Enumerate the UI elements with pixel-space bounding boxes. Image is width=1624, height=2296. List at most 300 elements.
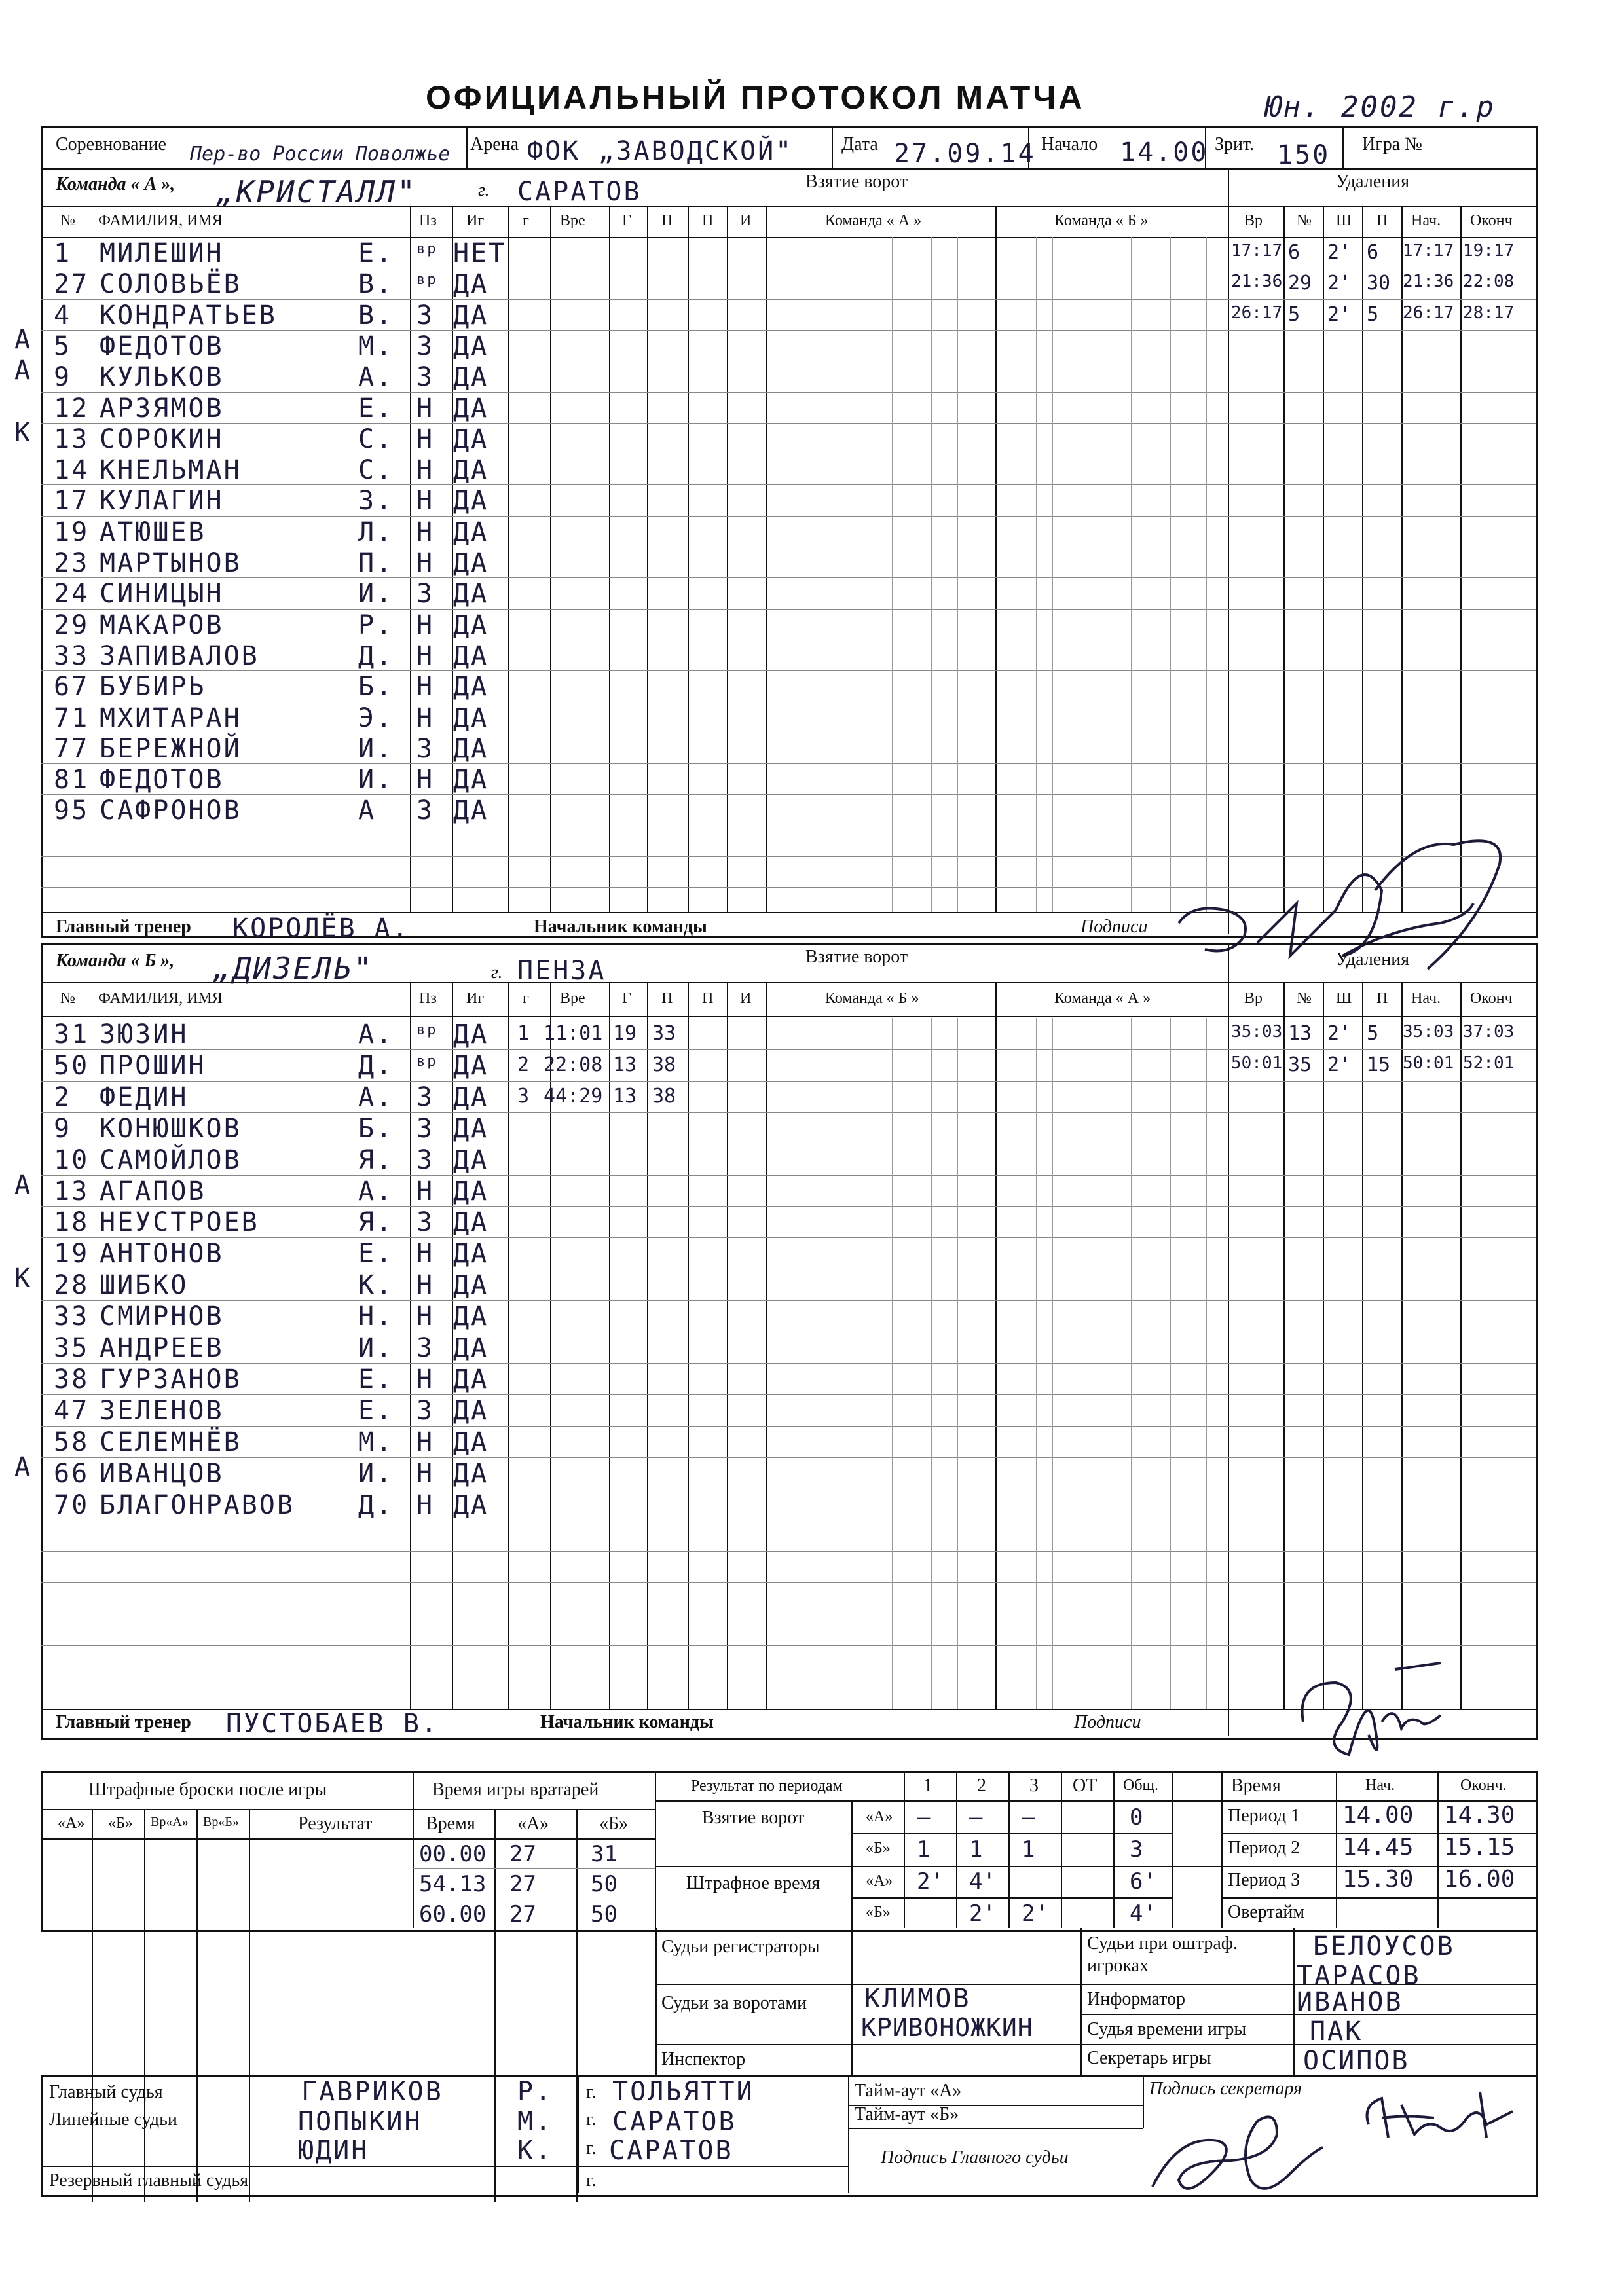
team-a-player-number: 19 [54, 517, 90, 547]
team-a-player-played: ДА [453, 548, 489, 578]
col-pen-time: Вр [1244, 212, 1263, 229]
team-a-player-surname: КУЛАГИН [100, 486, 224, 517]
team-b-player-position: З [416, 1144, 435, 1175]
team-b-player-played: ДА [453, 1144, 489, 1175]
team-a-player-number: 33 [54, 640, 90, 671]
col-goal-time: Вре [560, 212, 585, 229]
team-b-player-surname: АНТОНОВ [100, 1239, 224, 1269]
period-penalty-a-cell: 2' [917, 1868, 944, 1895]
team-b-player-initial: Я. [358, 1207, 394, 1238]
team-b-city-prefix: г. [491, 962, 503, 983]
col-pen-min-b: Ш [1336, 990, 1352, 1007]
team-a-player-position: З [416, 795, 435, 826]
period-goals-a-cell: — [969, 1804, 983, 1831]
team-b-coach-label: Главный тренер [56, 1712, 191, 1732]
goal-judges-label: Судьи за воротами [661, 1993, 807, 2013]
team-b-player-surname: АНДРЕЕВ [100, 1333, 224, 1363]
team-a-penalty-start: 26:17 [1403, 302, 1454, 323]
period-time-label: Период 2 [1228, 1838, 1301, 1858]
team-b-penalty-player: 13 [1288, 1022, 1312, 1045]
team-b-signatures-label: Подписи [1074, 1712, 1141, 1732]
col-pen-start-b: Нач. [1411, 990, 1441, 1007]
team-a-roster [41, 237, 1536, 912]
team-b-penalty-player: 35 [1288, 1053, 1312, 1076]
team-a-role-marks [0, 237, 41, 912]
team-a-player-number: 29 [54, 610, 90, 640]
team-a-player-played: ДА [453, 424, 489, 454]
line-referee-1-city-prefix: г. [586, 2109, 597, 2130]
timeout-b-label: Тайм-аут «Б» [855, 2104, 959, 2124]
team-a-player-played: ДА [453, 517, 489, 547]
team-b-player-number: 38 [54, 1364, 90, 1394]
team-b-goal-number: 2 [517, 1053, 530, 1076]
team-a-player-surname: КНЕЛЬМАН [100, 455, 242, 486]
team-a-player-surname: МИЛЕШИН [100, 238, 224, 268]
period-col-ot: ОТ [1073, 1776, 1098, 1796]
team-a-player-surname: ФЕДОТОВ [100, 331, 224, 361]
team-b-player-initial: К. [358, 1270, 394, 1301]
team-b-player-surname: АГАПОВ [100, 1176, 206, 1207]
team-b-player-surname: ПРОШИН [100, 1050, 206, 1081]
team-a-coach: КОРОЛЁВ А. [232, 913, 410, 943]
goalie-b-value: 50 [591, 1901, 618, 1927]
shootout-col-b: «Б» [108, 1815, 133, 1832]
team-b-player-played: ДА [453, 1458, 489, 1489]
team-a-player-played: ДА [453, 702, 489, 733]
col-pen-served: П [1376, 212, 1388, 229]
team-a-player-number: 4 [54, 300, 72, 331]
team-b-player-played: ДА [453, 1427, 489, 1457]
team-a-player-played: ДА [453, 795, 489, 826]
timekeeper-label: Судья времени игры [1087, 2019, 1247, 2039]
team-b-player-position: вр [416, 1022, 438, 1038]
team-b-player-surname: БЛАГОНРАВОВ [100, 1489, 295, 1520]
team-a-city: САРАТОВ [517, 177, 642, 207]
team-b-penalty-served: 5 [1367, 1022, 1379, 1045]
line-referee-2-city-prefix: г. [586, 2138, 597, 2159]
team-b-player-played: ДА [453, 1082, 489, 1112]
team-a-player-number: 71 [54, 702, 90, 733]
team-a-player-position: З [416, 733, 435, 764]
goalie-a-value: 27 [509, 1841, 536, 1867]
team-b-penalty-start: 35:03 [1403, 1022, 1454, 1042]
team-b-player-played: ДА [453, 1239, 489, 1269]
team-b-goal-scorer: 19 [613, 1022, 637, 1045]
team-a-player-initial: Е. [358, 238, 394, 268]
team-a-player-initial: В. [358, 269, 394, 300]
col-pen-end: Оконч [1470, 212, 1513, 229]
team-a-player-initial: З. [358, 486, 394, 517]
period-time-start: 15.30 [1342, 1866, 1414, 1893]
team-b-player-initial: Е. [358, 1239, 394, 1269]
col-name-b: ФАМИЛИЯ, ИМЯ [98, 990, 223, 1007]
team-b-name: „ДИЗЕЛЬ" [213, 951, 374, 986]
team-a-player-initial: Б. [358, 672, 394, 702]
team-a-player-played: ДА [453, 733, 489, 764]
periods-pen-team-b: «Б» [866, 1904, 891, 1921]
team-a-player-number: 24 [54, 579, 90, 610]
team-b-city: ПЕНЗА [517, 956, 606, 986]
team-a-player-surname: СИНИЦЫН [100, 579, 224, 610]
team-a-player-surname: ЗАПИВАЛОВ [100, 640, 259, 671]
goal-judge-2: КРИВОНОЖКИН [861, 2013, 1033, 2042]
registrar-label: Судьи регистраторы [661, 1937, 820, 1957]
team-b-player-position: З [416, 1082, 435, 1112]
team-b-goal-scorer: 13 [613, 1084, 637, 1108]
head-referee-city-prefix: г. [586, 2082, 597, 2102]
start-label: Начало [1041, 134, 1098, 155]
team-a-player-played: ДА [453, 579, 489, 610]
period-time-label: Период 1 [1228, 1806, 1301, 1826]
team-a-player-number: 77 [54, 733, 90, 764]
competition-value: Пер-во России Поволжье [190, 143, 451, 166]
team-b-player-played: ДА [453, 1207, 489, 1238]
team-a-penalty-minutes: 2' [1327, 241, 1352, 264]
team-a-player-number: 95 [54, 795, 90, 826]
col-pen-min: Ш [1336, 212, 1352, 229]
team-a-player-position: вр [416, 241, 438, 257]
team-a-player-position: З [416, 300, 435, 331]
period-goals-b-cell: 1 [1022, 1836, 1035, 1863]
team-b-player-surname: ГУРЗАНОВ [100, 1364, 242, 1394]
informer-label: Информатор [1087, 1989, 1186, 2009]
col-goal-assist1-b: П [661, 990, 673, 1007]
period-time-end: 16.00 [1444, 1866, 1515, 1893]
team-a-penalty-player: 6 [1288, 241, 1301, 264]
arena-value: ФОК „ЗАВОДСКОЙ" [527, 136, 794, 166]
team-b-player-played: ДА [453, 1302, 489, 1332]
period-time-start: 14.00 [1342, 1802, 1414, 1829]
team-a-player-surname: БЕРЕЖНОЙ [100, 733, 242, 764]
team-b-player-initial: Е. [358, 1395, 394, 1426]
team-a-player-position: Н [416, 672, 435, 702]
team-b-goal-time: 11:01 [544, 1022, 603, 1045]
team-b-player-surname: НЕУСТРОЕВ [100, 1207, 259, 1238]
goalie-col-time: Время [426, 1813, 475, 1834]
col-goal-assist1: П [661, 212, 673, 229]
team-a-player-number: 17 [54, 486, 90, 517]
team-a-signatures-label: Подписи [1080, 917, 1148, 937]
goalie-time-rows [413, 1838, 655, 1930]
shootout-col-gk-b: Вр«Б» [203, 1815, 239, 1829]
team-b-manager-label: Начальник команды [540, 1712, 714, 1732]
line-referee-1-city: САРАТОВ [612, 2107, 737, 2137]
spectators-label: Зрит. [1215, 134, 1255, 155]
team-b-goal-time: 44:29 [544, 1084, 603, 1108]
team-b-player-played: ДА [453, 1270, 489, 1301]
team-a-penalty-minutes: 2' [1327, 272, 1352, 295]
team-b-player-surname: ФЕДИН [100, 1082, 189, 1112]
col-pen-start: Нач. [1411, 212, 1441, 229]
team-a-player-played: ДА [453, 455, 489, 486]
team-b-signature [1283, 1643, 1454, 1774]
team-a-penalty-player: 5 [1288, 302, 1301, 326]
team-a-name: „КРИСТАЛЛ" [216, 174, 417, 210]
team-b-penalty-minutes: 2' [1327, 1022, 1352, 1045]
period-col-1: 1 [923, 1776, 932, 1796]
line-referee-2-city: САРАТОВ [609, 2136, 733, 2166]
line-referee-2: ЮДИН [298, 2136, 369, 2166]
time-col-label: Время [1231, 1776, 1281, 1796]
spectators-value: 150 [1277, 140, 1331, 170]
team-b-player-position: Н [416, 1270, 435, 1301]
team-b-player-surname: СЕЛЕМНЁВ [100, 1427, 242, 1457]
team-b-player-initial: Д. [358, 1050, 394, 1081]
team-b-player-initial: Б. [358, 1113, 394, 1144]
line-referee-2-initial: К. [517, 2136, 553, 2166]
team-b-player-initial: Е. [358, 1364, 394, 1394]
team-a-penalty-end: 19:17 [1463, 241, 1515, 261]
goalie-a-value: 27 [509, 1901, 536, 1927]
team-a-player-number: 9 [54, 362, 72, 393]
team-a-player-surname: МАРТЫНОВ [100, 548, 242, 578]
team-a-coach-label: Главный тренер [56, 917, 191, 937]
goalie-time-value: 54.13 [419, 1871, 487, 1897]
goalie-b-value: 31 [591, 1841, 618, 1867]
period-penalty-a-cell: 4' [969, 1868, 996, 1895]
team-b-coach: ПУСТОБАЕВ В. [226, 1709, 439, 1739]
team-a-player-played: НЕТ [453, 238, 507, 268]
date-label: Дата [841, 134, 878, 155]
team-a-player-initial: Э. [358, 702, 394, 733]
team-a-penalty-end: 22:08 [1463, 272, 1515, 292]
team-a-player-initial: П. [358, 548, 394, 578]
timeout-a-label: Тайм-аут «А» [855, 2081, 962, 2101]
team-a-player-number: 14 [54, 455, 90, 486]
team-b-goal-time: 22:08 [544, 1053, 603, 1076]
team-b-player-played: ДА [453, 1364, 489, 1394]
periods-goals-team-a: «А» [866, 1808, 893, 1825]
team-b-roster [41, 1018, 1536, 1709]
team-a-player-surname: КУЛЬКОВ [100, 362, 224, 393]
col-goal-scorer: Г [622, 212, 631, 229]
team-a-player-surname: СОЛОВЬЁВ [100, 269, 242, 300]
team-a-player-initial: С. [358, 455, 394, 486]
col-pen-num-b: № [1297, 990, 1312, 1007]
line-referees-label: Линейные судьи [49, 2109, 177, 2130]
col-no-b: № [60, 990, 75, 1007]
team-b-player-played: ДА [453, 1395, 489, 1426]
period-time-end: 15.15 [1444, 1834, 1515, 1861]
team-b-player-played: ДА [453, 1050, 489, 1081]
team-a-player-initial: А [358, 795, 377, 826]
team-b-player-position: З [416, 1395, 435, 1426]
col-goal-scorer-b: Г [622, 990, 631, 1007]
team-b-goals-label: Взятие ворот [805, 947, 908, 967]
team-b-player-played: ДА [453, 1113, 489, 1144]
line-referee-1-initial: М. [517, 2107, 553, 2137]
team-b-player-position: З [416, 1333, 435, 1363]
shootout-col-result: Результат [298, 1813, 373, 1834]
period-penalty-a-cell: 6' [1130, 1868, 1156, 1895]
goalie-col-a: «А» [517, 1813, 549, 1834]
team-b-player-played: ДА [453, 1333, 489, 1363]
team-b-player-position: З [416, 1207, 435, 1238]
period-cells [904, 1800, 1172, 1928]
shootout-title: Штрафные броски после игры [88, 1779, 327, 1800]
team-a-player-initial: С. [358, 424, 394, 454]
team-a-player-role: К [14, 417, 31, 448]
penalty-judge-2: ТАРАСОВ [1297, 1961, 1421, 1991]
team-b-penalty-minutes: 2' [1327, 1053, 1352, 1076]
team-a-penalty-time: 26:17 [1231, 302, 1283, 323]
period-col-2: 2 [977, 1776, 986, 1796]
team-b-player-surname: ЗЮЗИН [100, 1019, 189, 1049]
period-penalty-b-cell: 4' [1130, 1901, 1156, 1927]
team-a-player-number: 12 [54, 393, 90, 424]
period-time-rows [1221, 1800, 1536, 1928]
team-a-player-initial: Л. [358, 517, 394, 547]
team-a-player-number: 67 [54, 672, 90, 702]
team-a-player-played: ДА [453, 610, 489, 640]
period-time-end: 14.30 [1444, 1802, 1515, 1829]
period-time-label: Период 3 [1228, 1870, 1301, 1890]
team-a-penalty-served: 6 [1367, 241, 1379, 264]
team-a-player-surname: АРЗЯМОВ [100, 393, 224, 424]
team-a-player-number: 1 [54, 238, 72, 268]
team-a-player-initial: Е. [358, 393, 394, 424]
team-a-player-played: ДА [453, 640, 489, 671]
team-a-player-played: ДА [453, 362, 489, 393]
period-goals-a-cell: — [917, 1804, 931, 1831]
team-b-player-position: Н [416, 1458, 435, 1489]
team-b-penalties-label: Удаления [1336, 949, 1410, 970]
competition-label: Соревнование [56, 134, 166, 155]
team-b-player-number: 50 [54, 1050, 90, 1081]
period-goals-b-cell: 3 [1130, 1836, 1143, 1863]
col-no: № [60, 212, 75, 229]
team-a-manager-label: Начальник команды [534, 917, 707, 937]
time-col-end: Оконч. [1460, 1777, 1507, 1794]
team-b-player-role: К [14, 1264, 31, 1294]
col-goal-n: г [523, 212, 529, 229]
team-a-player-number: 5 [54, 331, 72, 361]
period-penalty-b-cell: 2' [1022, 1901, 1048, 1927]
team-b-player-initial: И. [358, 1333, 394, 1363]
team-b-player-number: 9 [54, 1113, 72, 1144]
team-b-player-number: 66 [54, 1458, 90, 1489]
goalie-col-b: «Б» [599, 1813, 629, 1834]
team-a-player-position: Н [416, 610, 435, 640]
team-a-player-position: З [416, 331, 435, 361]
team-a-goals-label: Взятие ворот [805, 172, 908, 192]
start-value: 14.00 [1120, 137, 1209, 168]
team-a-player-position: Н [416, 455, 435, 486]
goalie-b-value: 50 [591, 1871, 618, 1897]
team-b-player-initial: А. [358, 1019, 394, 1049]
team-b-player-surname: КОНЮШКОВ [100, 1113, 242, 1144]
col-played: Иг [466, 212, 485, 229]
team-b-penalty-end: 52:01 [1463, 1053, 1515, 1073]
team-b-player-position: З [416, 1113, 435, 1144]
reserve-referee-label: Резервный главный судья [49, 2170, 249, 2191]
team-a-player-number: 27 [54, 269, 90, 300]
team-a-city-prefix: г. [478, 180, 490, 200]
col-pen-num: № [1297, 212, 1312, 229]
team-a-player-played: ДА [453, 269, 489, 300]
period-goals-a-cell: — [1022, 1804, 1035, 1831]
inspector-label: Инспектор [661, 2049, 746, 2069]
col-goal-team-a: Команда « А » [825, 212, 922, 229]
team-a-penalty-time: 21:36 [1231, 272, 1283, 292]
team-a-penalty-served: 30 [1367, 272, 1391, 295]
secretary-label: Секретарь игры [1087, 2048, 1211, 2068]
team-b-player-number: 10 [54, 1144, 90, 1175]
team-a-player-position: Н [416, 765, 435, 795]
team-b-goal-assist1: 38 [652, 1053, 676, 1076]
periods-goals-label: Взятие ворот [701, 1808, 805, 1828]
period-col-3: 3 [1029, 1776, 1039, 1796]
team-b-player-played: ДА [453, 1489, 489, 1520]
team-b-penalty-served: 15 [1367, 1053, 1391, 1076]
head-referee-label: Главный судья [49, 2082, 163, 2102]
team-a-player-position: З [416, 362, 435, 393]
periods-pen-team-a: «А» [866, 1872, 893, 1889]
team-b-player-number: 31 [54, 1019, 90, 1049]
col-goal-team-b-b: Команда « А » [1054, 990, 1151, 1007]
shootout-col-a: «А» [58, 1815, 85, 1832]
team-a-player-position: Н [416, 424, 435, 454]
team-b-player-number: 33 [54, 1302, 90, 1332]
head-referee-sign-label: Подпись Главного судьи [881, 2147, 1069, 2168]
team-a-player-surname: АТЮШЕВ [100, 517, 206, 547]
team-a-penalty-player: 29 [1288, 272, 1312, 295]
page-title: ОФИЦИАЛЬНЫЙ ПРОТОКОЛ МАТЧА [426, 79, 1085, 116]
col-goal-assist2: П [702, 212, 714, 229]
team-b-player-role: А [14, 1451, 31, 1482]
goalie-time-title: Время игры вратарей [432, 1779, 599, 1800]
team-b-goal-assist1: 33 [652, 1022, 676, 1045]
goalie-time-value: 60.00 [419, 1901, 487, 1927]
penalty-judge-1: БЕЛОУСОВ [1313, 1931, 1455, 1961]
team-b-player-number: 13 [54, 1176, 90, 1207]
informer-name: ИВАНОВ [1297, 1987, 1403, 2017]
team-b-player-position: Н [416, 1427, 435, 1457]
team-b-player-position: Н [416, 1176, 435, 1207]
team-a-player-played: ДА [453, 393, 489, 424]
team-b-label: Команда « Б », [56, 951, 175, 971]
team-a-player-position: вр [416, 272, 438, 289]
time-col-start: Нач. [1365, 1777, 1395, 1794]
team-a-player-played: ДА [453, 765, 489, 795]
team-a-penalties-label: Удаления [1336, 172, 1410, 192]
team-a-player-position: Н [416, 486, 435, 517]
team-a-player-played: ДА [453, 300, 489, 331]
goalie-a-value: 27 [509, 1871, 536, 1897]
team-b-player-number: 35 [54, 1333, 90, 1363]
team-b-player-played: ДА [453, 1176, 489, 1207]
team-a-penalty-start: 21:36 [1403, 272, 1454, 292]
period-time-label: Овертайм [1228, 1902, 1305, 1922]
col-goal-i-b: И [740, 990, 752, 1007]
team-b-player-initial: Я. [358, 1144, 394, 1175]
team-a-player-number: 23 [54, 548, 90, 578]
team-a-penalty-time: 17:17 [1231, 241, 1283, 261]
goalie-time-value: 00.00 [419, 1841, 487, 1867]
team-b-player-surname: СМИРНОВ [100, 1302, 224, 1332]
team-b-penalty-start: 50:01 [1403, 1053, 1454, 1073]
team-a-player-role: А [14, 355, 31, 386]
team-a-player-surname: ФЕДОТОВ [100, 765, 224, 795]
periods-title: Результат по периодам [691, 1777, 843, 1795]
team-a-player-initial: И. [358, 579, 394, 610]
period-penalty-b-cell: 2' [969, 1901, 996, 1927]
head-referee-signature [1139, 2095, 1336, 2206]
team-a-penalty-minutes: 2' [1327, 302, 1352, 326]
team-a-player-played: ДА [453, 672, 489, 702]
col-pos-b: Пз [419, 990, 437, 1007]
team-b-player-position: Н [416, 1239, 435, 1269]
